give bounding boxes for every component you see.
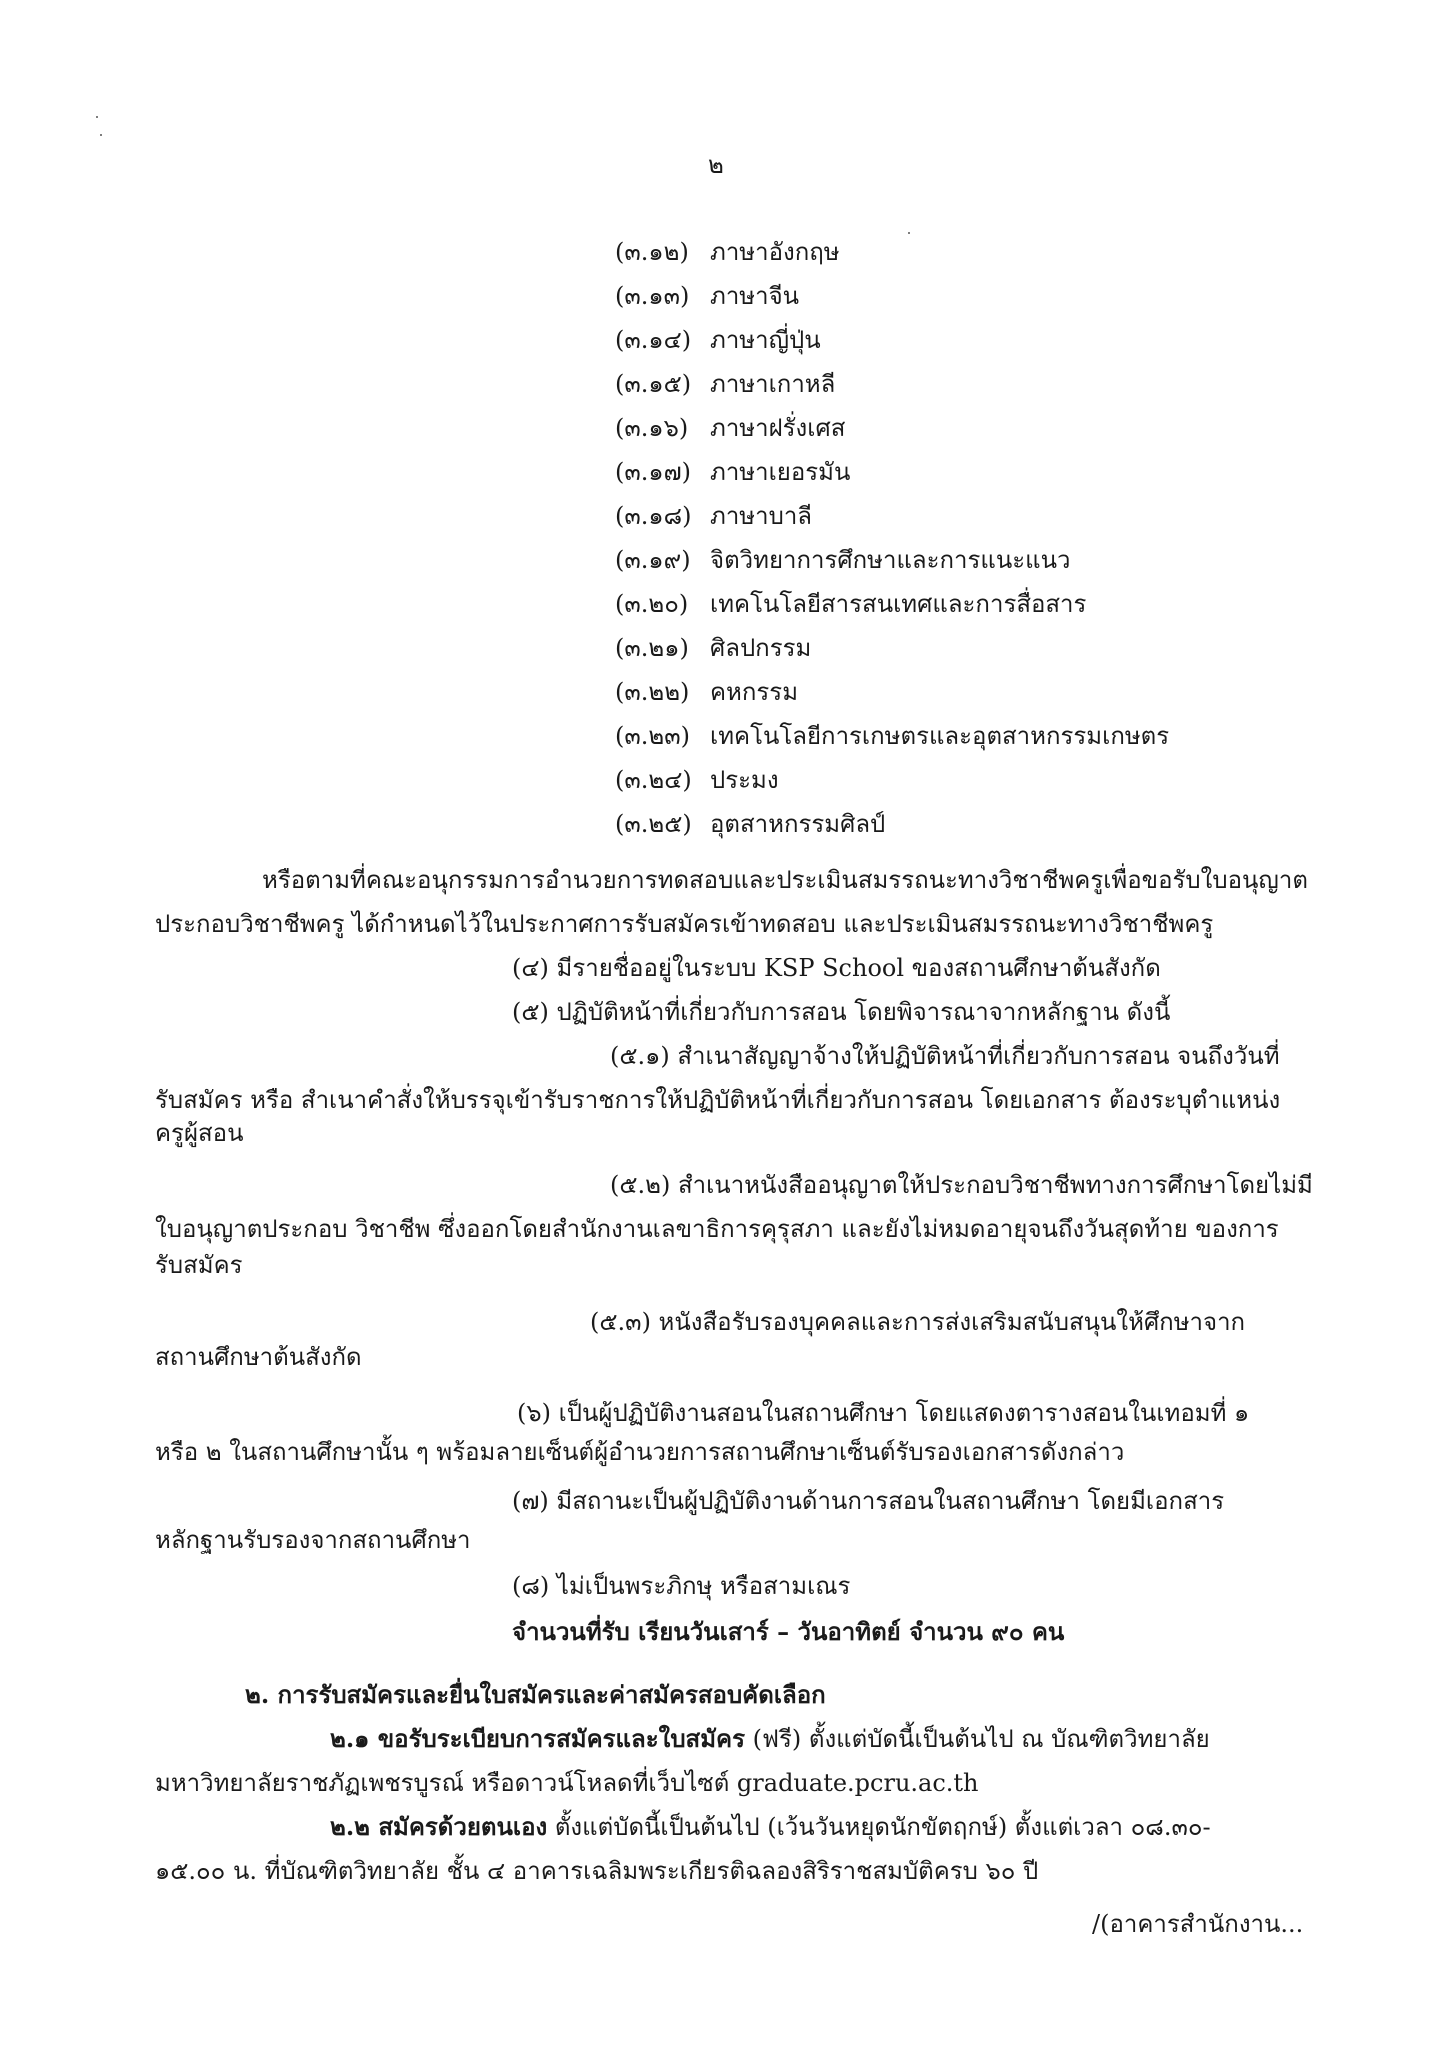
scan-speck bbox=[908, 232, 910, 234]
subject-item bbox=[615, 413, 845, 443]
criterion-item-6-line: (๖) เป็นผู้ปฏิบัติงานสอนในสถานศึกษา โดยแสดงตารางสอนในเทอมที่ ๑ bbox=[517, 1399, 1250, 1427]
subject-name: ภาษาบาลี bbox=[710, 502, 813, 530]
subject-item bbox=[615, 281, 799, 311]
section-2-2-label: ๒.๒ สมัครด้วยตนเอง bbox=[330, 1812, 548, 1841]
scan-speck bbox=[100, 134, 102, 136]
subject-item bbox=[615, 677, 798, 707]
criterion-item-5-3-line: (๕.๓) หนังสือรับรองบุคคลและการส่งเสริมสนับสนุนให้ศึกษาจาก bbox=[590, 1308, 1246, 1336]
criterion-item-5-2-line: รับสมัคร bbox=[155, 1251, 243, 1279]
subject-number: (๓.๑๘) bbox=[615, 502, 692, 530]
continuation-marker: /(อาคารสำนักงาน... bbox=[1092, 1910, 1304, 1938]
criterion-item-7-line: (๗) มีสถานะเป็นผู้ปฏิบัติงานด้านการสอนในสถานศึกษา โดยมีเอกสาร bbox=[512, 1487, 1225, 1515]
subject-number: (๓.๑๒) bbox=[615, 238, 689, 266]
section-2-1-line bbox=[330, 1724, 1210, 1754]
criterion-item-5: (๕) ปฏิบัติหน้าที่เกี่ยวกับการสอน โดยพิจารณาจากหลักฐาน ดังนี้ bbox=[512, 998, 1171, 1026]
subject-name: อุตสาหกรรมศิลป์ bbox=[710, 810, 886, 838]
criterion-item-5-2-line: (๕.๒) สำเนาหนังสืออนุญาตให้ประกอบวิชาชีพทางการศึกษาโดยไม่มี bbox=[610, 1171, 1313, 1199]
page-number: ๒ bbox=[708, 151, 724, 179]
section-2-2-text: ตั้งแต่บัดนี้เป็นต้นไป (เว้นวันหยุดนักขัตฤกษ์) ตั้งแต่เวลา ๐๘.๓๐- bbox=[547, 1813, 1211, 1841]
subject-item bbox=[615, 545, 1071, 575]
section-2-1-line: มหาวิทยาลัยราชภัฏเพชรบูรณ์ หรือดาวน์โหลดที่เว็บไซต์ graduate.pcru.ac.th bbox=[155, 1769, 979, 1797]
subject-number: (๓.๑๙) bbox=[615, 546, 691, 574]
subject-name: ประมง bbox=[710, 766, 779, 794]
criterion-item-5-1-line: รับสมัคร หรือ สำเนาคำสั่งให้บรรจุเข้ารับราชการให้ปฏิบัติหน้าที่เกี่ยวกับการสอน โดยเอกสาร ต้องระบุตำแหน่ง bbox=[155, 1086, 1281, 1114]
subject-number: (๓.๒๔) bbox=[615, 766, 692, 794]
subject-item bbox=[615, 501, 812, 531]
section-2-2-line: ๑๕.๐๐ น. ที่บัณฑิตวิทยาลัย ชั้น ๔ อาคารเฉลิมพระเกียรติฉลองสิริราชสมบัติครบ ๖๐ ปี bbox=[155, 1857, 1039, 1885]
paragraph-committee-line: ประกอบวิชาชีพครู ได้กำหนดไว้ในประกาศการรับสมัครเข้าทดสอบ และประเมินสมรรถนะทางวิชาชีพครู bbox=[155, 910, 1214, 938]
subject-item bbox=[615, 237, 840, 267]
scan-speck bbox=[96, 116, 98, 118]
subject-item bbox=[615, 721, 1169, 751]
criterion-item-5-3-line: สถานศึกษาต้นสังกัด bbox=[155, 1343, 362, 1371]
quota-statement: จำนวนที่รับ เรียนวันเสาร์ – วันอาทิตย์ จำนวน ๙๐ คน bbox=[512, 1617, 1065, 1646]
subject-name: ภาษาจีน bbox=[710, 282, 800, 310]
subject-item bbox=[615, 633, 811, 663]
subject-name: เทคโนโลยีสารสนเทศและการสื่อสาร bbox=[710, 590, 1087, 618]
subject-number: (๓.๒๕) bbox=[615, 810, 692, 838]
subject-number: (๓.๒๐) bbox=[615, 590, 689, 618]
section-2-1-label: ๒.๑ ขอรับระเบียบการสมัครและใบสมัคร bbox=[330, 1724, 745, 1753]
subject-number: (๓.๑๔) bbox=[615, 326, 692, 354]
subject-name: ภาษาฝรั่งเศส bbox=[710, 414, 846, 442]
criterion-item-8: (๘) ไม่เป็นพระภิกษุ หรือสามเณร bbox=[512, 1572, 851, 1600]
subject-name: คหกรรม bbox=[710, 678, 799, 706]
subject-number: (๓.๒๒) bbox=[615, 678, 690, 706]
subject-item bbox=[615, 809, 885, 839]
criterion-item-5-1-line: (๕.๑) สำเนาสัญญาจ้างให้ปฏิบัติหน้าที่เกี่ยวกับการสอน จนถึงวันที่ bbox=[610, 1042, 1280, 1070]
criterion-item-6-line: หรือ ๒ ในสถานศึกษานั้น ๆ พร้อมลายเซ็นต์ผู้อำนวยการสถานศึกษาเซ็นต์รับรองเอกสารดังกล่าว bbox=[155, 1438, 1125, 1466]
subject-name: ศิลปกรรม bbox=[710, 634, 812, 662]
subject-number: (๓.๑๓) bbox=[615, 282, 690, 310]
subject-number: (๓.๑๗) bbox=[615, 458, 692, 486]
subject-item bbox=[615, 765, 779, 795]
subject-name: ภาษาเยอรมัน bbox=[710, 458, 851, 486]
criterion-item-5-2-line: ใบอนุญาตประกอบ วิชาชีพ ซึ่งออกโดยสำนักงานเลขาธิการคุรุสภา และยังไม่หมดอายุจนถึงวันสุดท้าย ของการ bbox=[155, 1215, 1279, 1243]
subject-number: (๓.๒๓) bbox=[615, 722, 690, 750]
section-2-2-line bbox=[330, 1812, 1211, 1842]
subject-item bbox=[615, 325, 821, 355]
section-2-1-text: (ฟรี) ตั้งแต่บัดนี้เป็นต้นไป ณ บัณฑิตวิทยาลัย bbox=[744, 1725, 1210, 1753]
subject-name: เทคโนโลยีการเกษตรและอุตสาหกรรมเกษตร bbox=[710, 722, 1170, 750]
criterion-item-5-1-line: ครูผู้สอน bbox=[155, 1119, 244, 1147]
subject-item bbox=[615, 369, 835, 399]
subject-number: (๓.๑๕) bbox=[615, 370, 692, 398]
subject-item bbox=[615, 457, 850, 487]
subject-item bbox=[615, 589, 1086, 619]
subject-name: ภาษาเกาหลี bbox=[710, 370, 836, 398]
subject-name: ภาษาญี่ปุ่น bbox=[710, 326, 821, 354]
subject-name: จิตวิทยาการศึกษาและการแนะแนว bbox=[710, 546, 1071, 574]
section-2-heading: ๒. การรับสมัครและยื่นใบสมัครและค่าสมัครสอบคัดเลือก bbox=[245, 1680, 826, 1709]
subject-number: (๓.๒๑) bbox=[615, 634, 689, 662]
criterion-item-4: (๔) มีรายชื่ออยู่ในระบบ KSP School ของสถานศึกษาต้นสังกัด bbox=[512, 954, 1161, 982]
subject-name: ภาษาอังกฤษ bbox=[710, 238, 840, 266]
subject-number: (๓.๑๖) bbox=[615, 414, 689, 442]
criterion-item-7-line: หลักฐานรับรองจากสถานศึกษา bbox=[155, 1526, 471, 1554]
paragraph-committee-line: หรือตามที่คณะอนุกรรมการอำนวยการทดสอบและประเมินสมรรถนะทางวิชาชีพครูเพื่อขอรับใบอนุญาต bbox=[262, 866, 1308, 894]
